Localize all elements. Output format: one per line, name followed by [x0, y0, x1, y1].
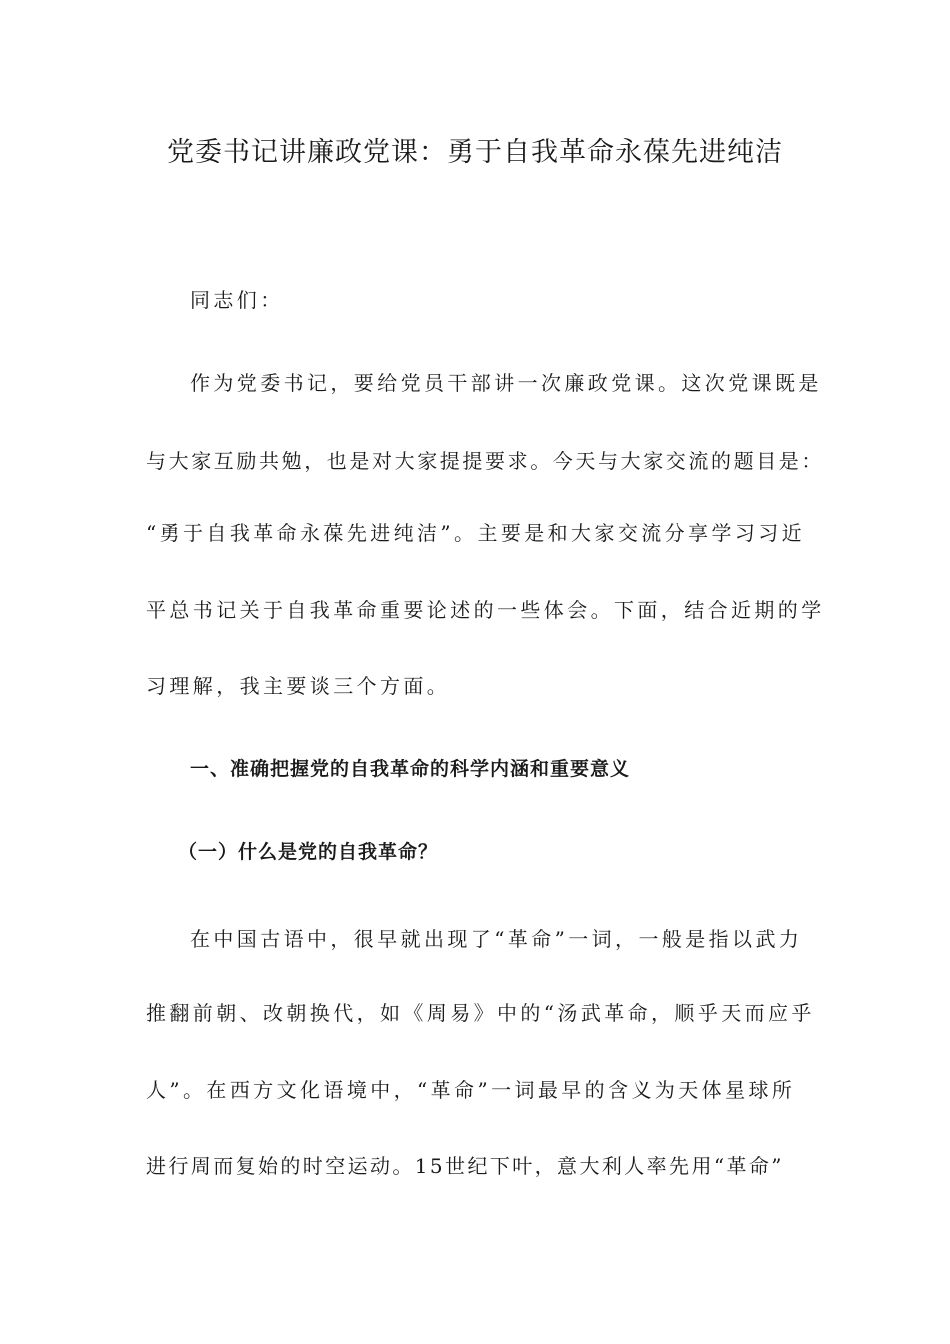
intro-paragraph-line: “勇于自我革命永葆先进纯洁”。主要是和大家交流分享学习习近 — [146, 521, 806, 545]
body-paragraph-line: 人”。在西方文化语境中，“革命”一词最早的含义为天体星球所 — [146, 1078, 796, 1102]
greeting: 同志们： — [190, 288, 284, 312]
subsection-heading: （一）什么是党的自我革命？ — [178, 841, 439, 863]
body-paragraph-line: 在中国古语中，很早就出现了“革命”一词，一般是指以武力 — [190, 927, 803, 951]
intro-paragraph-line: 作为党委书记，要给党员干部讲一次廉政党课。这次党课既是 — [190, 371, 822, 395]
intro-paragraph-line: 习理解，我主要谈三个方面。 — [146, 674, 451, 698]
body-paragraph-line: 进行周而复始的时空运动。15世纪下叶，意大利人率先用“革命” — [146, 1154, 784, 1178]
intro-paragraph-line: 与大家互励共勉，也是对大家提提要求。今天与大家交流的题目是： — [146, 449, 824, 473]
intro-paragraph-line: 平总书记关于自我革命重要论述的一些体会。下面，结合近期的学 — [146, 598, 825, 622]
section-heading: 一、准确把握党的自我革命的科学内涵和重要意义 — [190, 758, 631, 780]
body-paragraph-line: 推翻前朝、改朝换代，如《周易》中的“汤武革命，顺乎天而应乎 — [146, 1001, 815, 1025]
document-title: 党委书记讲廉政党课：勇于自我革命永葆先进纯洁 — [167, 137, 783, 168]
